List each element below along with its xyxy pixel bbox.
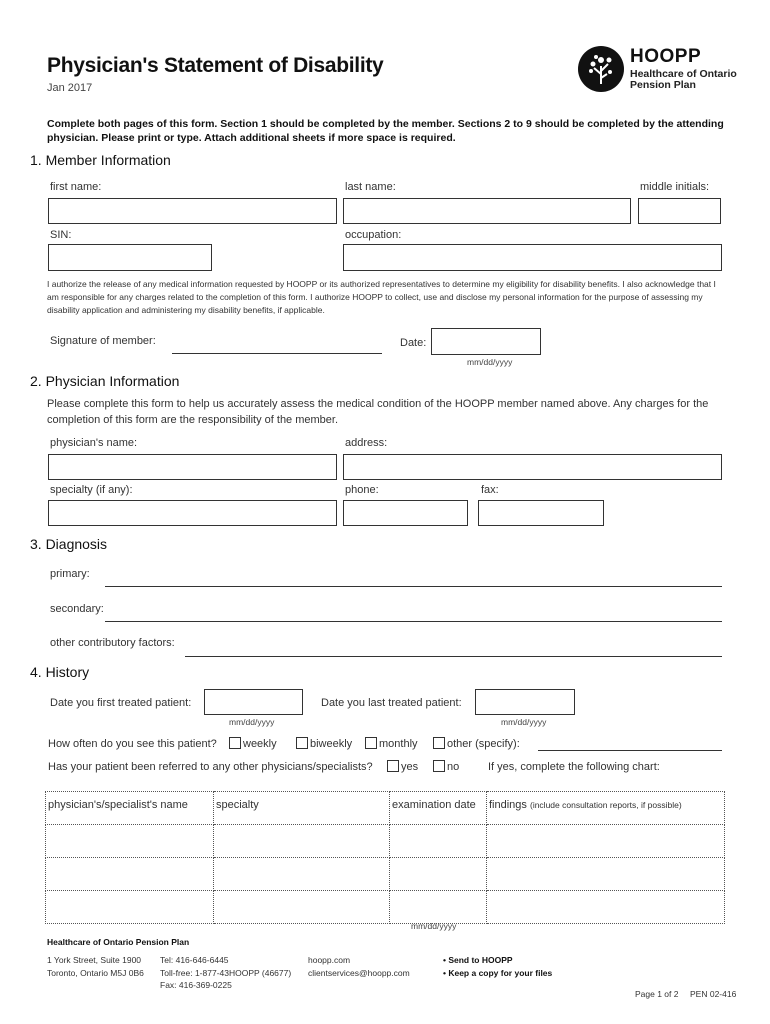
chart-header-specialty: specialty [214,792,390,825]
signature-date-hint: mm/dd/yyyy [467,357,513,367]
secondary-diagnosis-line[interactable] [105,621,722,622]
chart-header-name: physician's/specialist's name [46,792,214,825]
first-treated-label: Date you first treated patient: [50,697,192,709]
footer-keep: • Keep a copy for your files [443,967,553,978]
monthly-checkbox[interactable] [365,737,377,749]
footer-website-link[interactable]: hoopp.com [308,955,351,965]
findings-label: findings [489,799,527,811]
last-treated-hint: mm/dd/yyyy [501,717,547,727]
section-3-heading: 3. Diagnosis [30,536,108,552]
chart-cell[interactable] [46,891,214,924]
occupation-label: occupation: [345,229,402,241]
middle-initials-label: middle initials: [640,181,710,193]
footer-tel: Tel: 416-646-6445 [160,955,229,965]
physician-name-label: physician's name: [50,437,138,449]
option-monthly[interactable] [365,737,418,750]
first-name-field[interactable] [48,198,337,224]
referred-no[interactable] [433,760,459,773]
first-treated-field[interactable] [204,689,303,715]
chart-cell[interactable] [390,891,487,924]
chart-header-findings [487,792,725,825]
referred-yes[interactable] [387,760,418,773]
chart-header-row [46,792,725,825]
option-biweekly[interactable] [296,737,352,750]
table-row [46,825,725,858]
fax-label: fax: [481,484,499,496]
referred-label: Has your patient been referred to any other physicians/specialists? [48,761,373,773]
no-label: no [447,761,460,773]
chart-cell[interactable] [214,858,390,891]
footer-address [47,954,144,979]
chart-cell[interactable] [46,858,214,891]
physician-intro-text: Please complete this form to help us accurately assess the medical condition of the HOOPP member named above. Any charges for the completion of this form are the responsibility of the member. [47,398,709,426]
primary-diagnosis-label: primary: [50,568,90,580]
middle-initials-field[interactable] [638,198,721,224]
option-weekly[interactable] [229,737,277,750]
option-other[interactable] [433,737,520,750]
footer-send: • Send to HOOPP [443,955,513,965]
form-title: Physician's Statement of Disability [47,54,384,77]
section-2-heading: 2. Physician Information [30,373,180,389]
how-often-label: How often do you see this patient? [48,738,217,750]
other-factors-label: other contributory factors: [50,637,175,649]
footer-address-line-2: Toronto, Ontario M5J 0B6 [47,967,144,978]
signature-date-label: Date: [400,337,427,349]
fax-field[interactable] [478,500,604,526]
footer-fax: Fax: 416-369-0225 [160,980,232,990]
form-code: PEN 02-416 [690,989,737,999]
logo-name: HOOPP [630,46,702,67]
first-treated-hint: mm/dd/yyyy [229,717,275,727]
if-yes-instruction: If yes, complete the following chart: [488,761,660,773]
chart-header-exam-date: examination date [390,792,487,825]
address-label: address: [345,437,388,449]
chart-cell[interactable] [487,858,725,891]
monthly-label: monthly [379,738,418,750]
primary-diagnosis-line[interactable] [105,586,722,587]
specialty-label: specialty (if any): [50,484,133,496]
phone-label: phone: [345,484,379,496]
chart-cell[interactable] [214,825,390,858]
form-date: Jan 2017 [47,82,93,94]
specialty-field[interactable] [48,500,337,526]
logo-sub-line-1: Healthcare of Ontario [630,68,737,80]
signature-date-field[interactable] [431,328,541,355]
other-factors-line[interactable] [185,656,722,657]
weekly-label: weekly [243,738,277,750]
physician-name-field[interactable] [48,454,337,480]
phone-field[interactable] [343,500,468,526]
specialist-chart [45,791,725,924]
biweekly-label: biweekly [310,738,353,750]
sin-field[interactable] [48,244,212,271]
section-4-heading: 4. History [30,664,90,680]
secondary-diagnosis-label: secondary: [50,603,104,615]
logo-sub-line-2: Pension Plan [630,79,696,91]
other-checkbox[interactable] [433,737,445,749]
last-name-field[interactable] [343,198,631,224]
table-row [46,858,725,891]
last-name-label: last name: [345,181,396,193]
logo-subtitle [630,69,737,91]
weekly-checkbox[interactable] [229,737,241,749]
form-instructions: Complete both pages of this form. Section 1 should be completed by the member. Sections 2 to 9 should be completed by the attending physician. Please print or type. Attach additional sheets if more space is required. [47,118,724,144]
chart-cell[interactable] [390,825,487,858]
last-treated-field[interactable] [475,689,575,715]
chart-date-hint: mm/dd/yyyy [411,921,457,931]
hoopp-tree-logo-icon [578,46,624,92]
footer-address-line-1: 1 York Street, Suite 1900 [47,955,142,965]
occupation-field[interactable] [343,244,722,271]
other-specify-line[interactable] [538,750,722,751]
address-field[interactable] [343,454,722,480]
signature-line[interactable] [172,353,382,354]
findings-note: (include consultation reports, if possible) [529,800,682,810]
yes-label: yes [401,761,419,773]
no-checkbox[interactable] [433,760,445,772]
yes-checkbox[interactable] [387,760,399,772]
section-1-heading: 1. Member Information [30,152,171,168]
chart-cell[interactable] [390,858,487,891]
page-number: Page 1 of 2 [635,989,679,999]
footer-tollfree: Toll-free: 1-877-43HOOPP (46677) [160,967,292,978]
chart-cell[interactable] [487,825,725,858]
other-label: other (specify): [447,738,520,750]
footer-email-link[interactable]: clientservices@hoopp.com [308,967,410,978]
sin-label: SIN: [50,229,72,241]
footer-web [308,954,410,979]
chart-cell[interactable] [46,825,214,858]
chart-cell[interactable] [487,891,725,924]
footer-phones [160,954,291,992]
member-consent-text: I authorize the release of any medical information requested by HOOPP or its authorized representatives to determine my eligibility for disability benefits. I also acknowledge that I am responsible for any charges related to the completion of this form. I authorize HOOPP to collect, use and disclose my personal information for the purpose of assessing my disability application and administering my disability benefits, if applicable. [47,279,716,315]
chart-cell[interactable] [214,891,390,924]
last-treated-label: Date you last treated patient: [321,697,462,709]
footer-instructions [443,954,552,979]
first-name-label: first name: [50,181,102,193]
signature-label: Signature of member: [50,335,156,347]
table-row [46,891,725,924]
biweekly-checkbox[interactable] [296,737,308,749]
footer-org-name: Healthcare of Ontario Pension Plan [47,937,190,947]
